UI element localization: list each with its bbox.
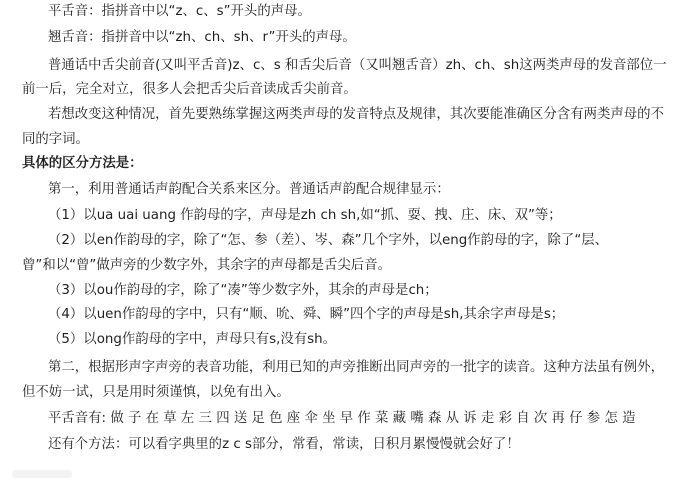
paragraph-line: 翘舌音：指拼音中以“zh、ch、sh、r”开头的声母。 xyxy=(48,30,356,45)
list-item: （4）以uen作韵母的字中，只有“顺、吮、舜、瞬”四个字的声母是sh,其余字声母是s； xyxy=(48,307,565,322)
paragraph-line: 若想改变这种情况，首先要熟练掌握这两类声母的发音特点及规律，其次要能准确区分含有两类声母的不 xyxy=(48,107,664,122)
paragraph-line: 同的字词。 xyxy=(22,132,89,147)
paragraph-line: 但不妨一试，只是用时须谨慎，以免有出入。 xyxy=(22,385,290,400)
list-item: （5）以ong作韵母的字中，声母只有s,没有sh。 xyxy=(48,332,337,347)
paragraph-line: 平舌音：指拼音中以“z、c、s”开头的声母。 xyxy=(48,4,311,19)
paragraph-line: 第一，利用普通话声韵配合关系来区分。普通话声韵配合规律显示： xyxy=(48,182,450,197)
paragraph-line: 前一后，完全对立，很多人会把舌尖后音读成舌尖前音。 xyxy=(22,82,357,97)
list-item: （1）以ua uai uang 作韵母的字，声母是zh ch sh,如“抓、耍、拽、庄、床、双”等； xyxy=(48,208,562,223)
section-heading: 具体的区分方法是： xyxy=(22,156,143,171)
paragraph-line: 第二，根据形声字声旁的表音功能，利用已知的声旁推断出同声旁的一批字的读音。这种方法虽有例外， xyxy=(48,360,664,375)
character-list-line: 平舌音有: 做 子 在 草 左 三 四 送 足 色 座 伞 坐 早 作 菜 藏 嘴 森 从 诉 走 彩 自 次 再 仔 参 怎 造 xyxy=(48,411,636,426)
paragraph-line: 还有个方法：可以看字典里的z c s部分，常看，常读，日积月累慢慢就会好了！ xyxy=(48,437,520,452)
paragraph-line: 普通话中舌尖前音(又叫平舌音)z、c、s 和舌尖后音（又叫翘舌音）zh、ch、sh这两类声母的发音部位一 xyxy=(48,58,667,73)
list-item: （2）以en作韵母的字，除了“怎、参（差）、岑、森”几个字外，以eng作韵母的字，除了“层、 xyxy=(48,233,609,248)
list-item-continuation: 曾”和以“曾”做声旁的少数字外，其余字的声母都是舌尖后音。 xyxy=(22,258,391,273)
list-item: （3）以ou作韵母的字，除了“凑”等少数字外，其余的声母是ch； xyxy=(48,283,438,298)
faded-watermark xyxy=(12,470,72,478)
